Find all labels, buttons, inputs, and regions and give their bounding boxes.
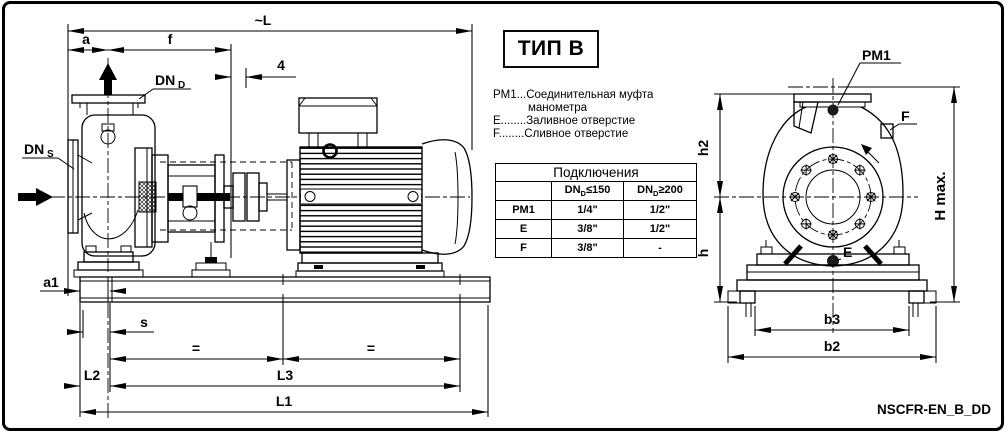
dim-label-eq-left: = (191, 340, 201, 356)
table-row (496, 239, 697, 258)
dim-gap-4 (217, 57, 296, 77)
dim-label-4: 4 (277, 57, 285, 73)
baseplate (74, 246, 490, 305)
dim-label-L1: L1 (275, 393, 293, 409)
connections-table (495, 163, 697, 258)
pump-support (728, 240, 936, 317)
dim-b2 (728, 338, 936, 357)
rotation-arrow-head (861, 144, 872, 155)
dim-label-f: f (167, 31, 173, 47)
dim-s (68, 314, 154, 332)
terminal-box (299, 98, 377, 133)
legend-line-f: F........Сливное отверстие (493, 128, 629, 140)
bearing-frame (135, 148, 230, 277)
dim-label-a: a (82, 31, 90, 47)
dim-label-L2: L2 (83, 367, 101, 383)
motor (287, 98, 472, 277)
row-e-small: 3/8" (552, 220, 624, 239)
row-f-small: 3/8" (552, 239, 624, 258)
table-corner-cell (496, 182, 552, 201)
table-col-large: $DN_D\ge 200$ (624, 182, 697, 201)
port-label-suction (22, 141, 74, 169)
type-box (503, 30, 599, 68)
table-row (496, 201, 697, 220)
row-f-name: F (496, 239, 552, 258)
row-pm1-name: PM1 (496, 201, 552, 220)
side-view (18, 12, 490, 420)
dim-label-eq-right: = (366, 340, 376, 356)
row-f-large: - (624, 239, 697, 258)
pm1-label: PM1 (862, 47, 891, 63)
dim-label-b3: b3 (823, 311, 841, 327)
table-col-small: $DN_D\le 150$ (552, 182, 624, 201)
dim-label-a1: a1 (43, 274, 59, 290)
extension-lines (68, 24, 488, 417)
dim-label-h-max: H max. (932, 171, 949, 221)
e-label: E (843, 244, 853, 260)
dim-label-s: s (140, 314, 148, 330)
f-label: F (901, 108, 910, 124)
dim-L1 (80, 393, 488, 412)
dnd-subscript: D (178, 80, 186, 91)
dim-label-h2: h2 (695, 139, 711, 157)
dim-equal-spacing (110, 340, 460, 359)
row-pm1-large: 1/2" (624, 201, 697, 220)
dim-h-max (932, 87, 954, 302)
legend (493, 89, 653, 141)
dim-label-L: ~L (254, 12, 272, 28)
table-title: Подключения (496, 164, 697, 182)
suction-flow-arrow (18, 188, 53, 206)
port-label-discharge (139, 72, 191, 99)
label-f (890, 108, 917, 130)
legend-line-pm1: PM1...Соединительная муфта (493, 89, 654, 101)
dim-L2-L3 (64, 367, 460, 386)
dnd-label: DN (155, 72, 176, 88)
dim-label-h: h (695, 248, 711, 258)
discharge-flow-arrow (99, 63, 117, 95)
dim-f (108, 31, 231, 50)
dns-label: DN (24, 141, 45, 157)
dim-b3 (755, 311, 909, 330)
row-e-large: 1/2" (624, 220, 697, 239)
legend-line-pm1-cont: манометра (528, 102, 588, 114)
drawing-code: NSCFR-EN_B_DD (876, 402, 991, 417)
legend-line-e: E........Заливное отверстие (493, 115, 636, 127)
dim-label-L3: L3 (276, 367, 294, 383)
label-pm1 (838, 47, 901, 105)
row-e-name: E (496, 220, 552, 239)
type-label: ТИП В (517, 37, 585, 60)
dim-overall-length (68, 12, 472, 31)
row-pm1-small: 1/4" (552, 201, 624, 220)
dns-subscript: S (47, 149, 54, 160)
dim-h (695, 197, 720, 302)
gauge-port-plug (828, 105, 839, 116)
pump-casing (68, 95, 155, 256)
dim-h2 (695, 94, 720, 197)
dim-label-b2: b2 (823, 338, 841, 354)
table-row (496, 220, 697, 239)
dim-a (68, 31, 108, 50)
front-view (695, 47, 960, 363)
